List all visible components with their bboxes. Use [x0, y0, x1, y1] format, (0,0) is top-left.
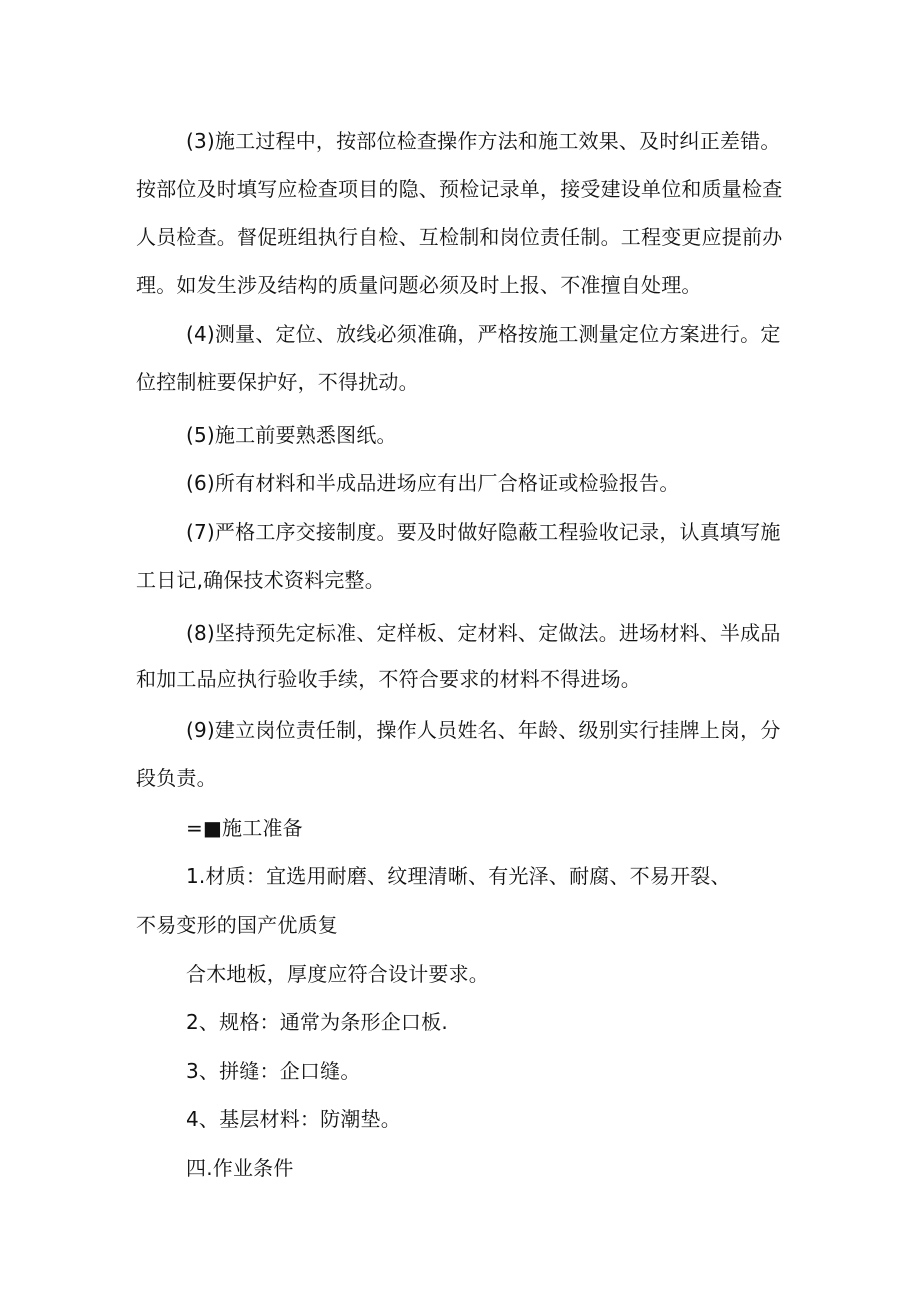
paragraph-8-line-2: 和加工品应执行验收手续，不符合要求的材料不得进场。 — [136, 667, 641, 691]
material-item-4: 4、基层材料：防潮垫。 — [186, 1107, 401, 1131]
paragraph-3-line-1: (3)施工过程中，按部位检查操作方法和施工效果、及时纠正差错。 — [186, 129, 781, 153]
paragraph-4-line-2: 位控制桩要保护好，不得扰动。 — [136, 370, 419, 394]
paragraph-9-line-1: (9)建立岗位责任制，操作人员姓名、年龄、级别实行挂牌上岗，分 — [186, 718, 781, 742]
material-item-2: 2、规格：通常为条形企口板. — [186, 1010, 448, 1034]
section-heading-work-conditions: 四.作业条件 — [186, 1156, 294, 1180]
paragraph-3-line-3: 人员检查。督促班组执行自检、互检制和岗位责任制。工程变更应提前办 — [136, 225, 783, 249]
paragraph-7-line-1: (7)严格工序交接制度。要及时做好隐蔽工程验收记录，认真填写施 — [186, 520, 781, 544]
paragraph-5: (5)施工前要熟悉图纸。 — [186, 423, 397, 447]
paragraph-7-line-2: 工日记,确保技术资料完整。 — [136, 568, 385, 592]
material-item-1-line-2: 不易变形的国产优质复 — [136, 913, 338, 937]
paragraph-3-line-2: 按部位及时填写应检查项目的隐、预检记录单，接受建设单位和质量检查 — [136, 177, 783, 201]
paragraph-3-line-4: 理。如发生涉及结构的质量问题必须及时上报、不准擅自处理。 — [136, 273, 702, 297]
paragraph-9-line-2: 段负责。 — [136, 766, 217, 790]
material-item-1-line-1: 1.材质：宜选用耐磨、纹理清晰、有光泽、耐腐、不易开裂、 — [186, 864, 731, 888]
paragraph-4-line-1: (4)测量、定位、放线必须准确，严格按施工测量定位方案进行。定 — [186, 322, 781, 346]
material-item-3: 3、拼缝：企口缝。 — [186, 1059, 361, 1083]
section-heading-construction-prep: =■施工准备 — [186, 816, 303, 840]
paragraph-6: (6)所有材料和半成品进场应有出厂合格证或检验报告。 — [186, 471, 680, 495]
material-item-1-continuation: 合木地板，厚度应符合设计要求。 — [186, 962, 489, 986]
paragraph-8-line-1: (8)坚持预先定标准、定样板、定材料、定做法。进场材料、半成品 — [186, 621, 781, 645]
